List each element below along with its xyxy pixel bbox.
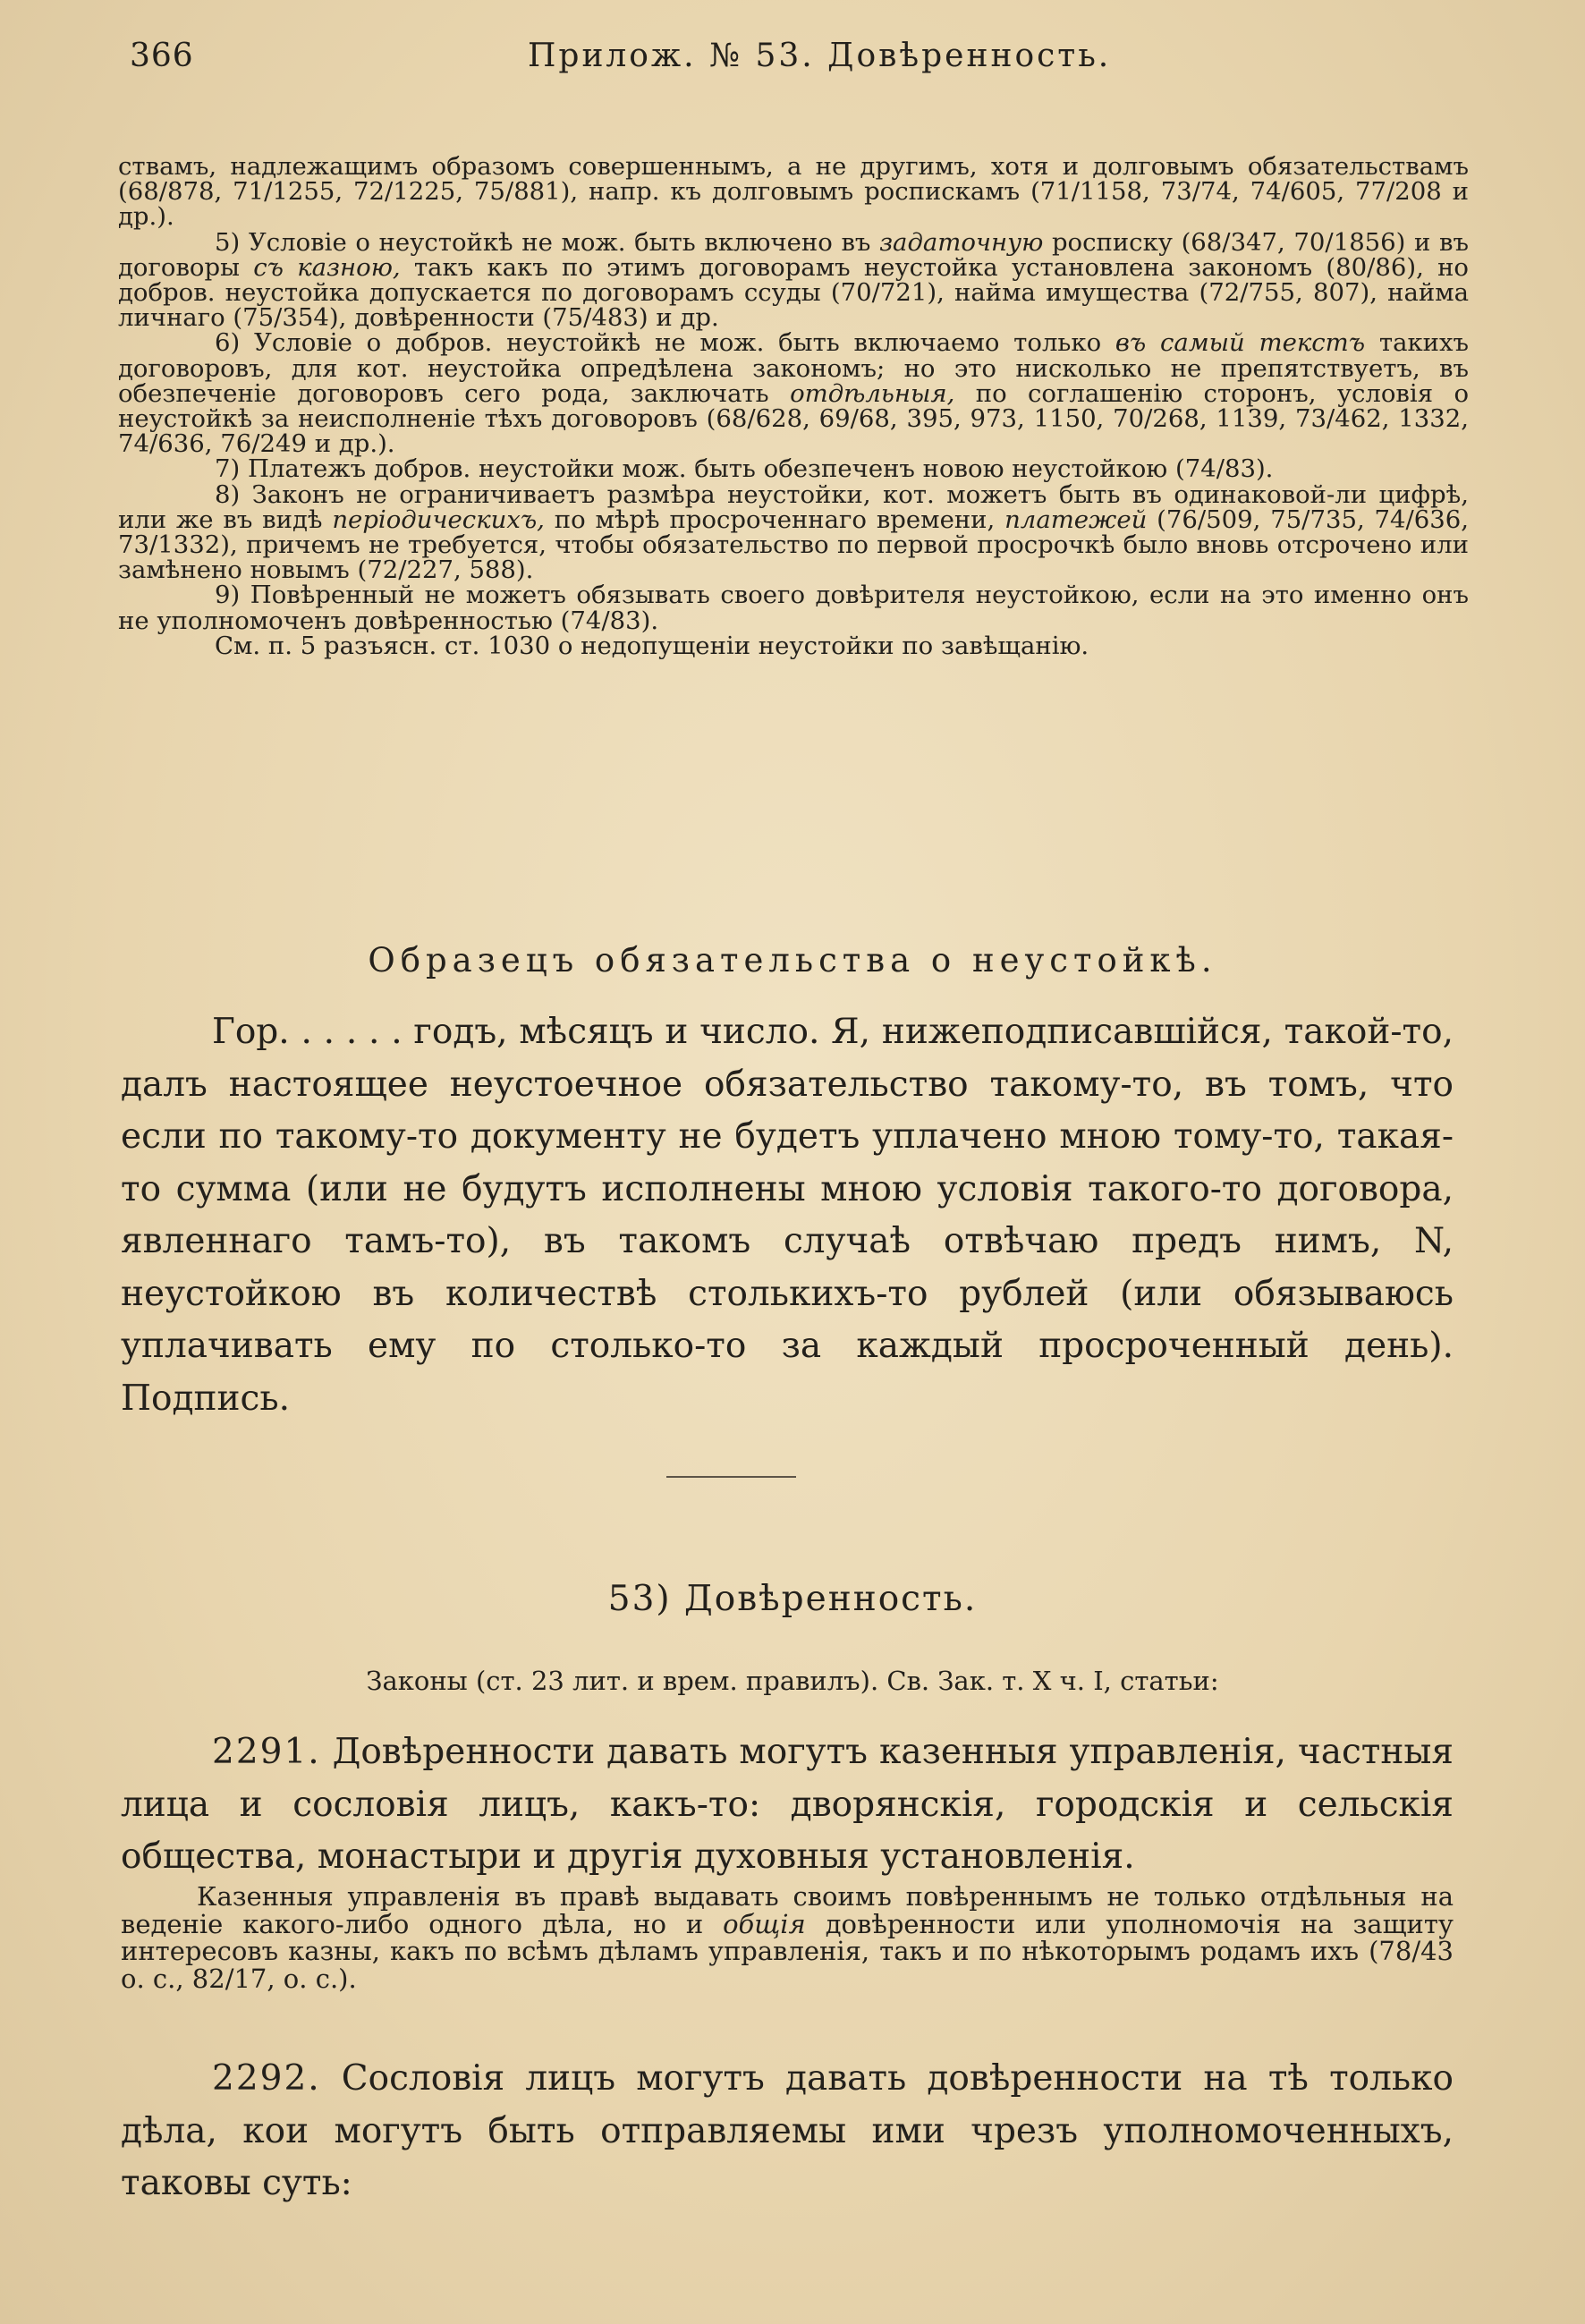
article-text: Сословія лицъ могутъ давать довѣренности на тѣ только дѣла, кои могутъ быть отправляемы ими чрезъ уполномоченныхъ, таковы суть: — [121, 2058, 1454, 2203]
page-header — [130, 38, 1471, 91]
note-2291: Казенныя управленія въ правѣ выдавать своимъ повѣреннымъ не только отдѣльныя на веденіе какого-либо одного дѣла, но и общія довѣренности или уполномочія на защиту интересовъ казны, какъ по всѣмъ дѣламъ управленія, такъ и по нѣкоторымъ родамъ ихъ (78/43 о. с., 82/17, о. с.). — [121, 1881, 1454, 1994]
article-2292 — [121, 2053, 1454, 2210]
page-number: 366 — [130, 38, 194, 74]
note-paragraph-5: 5) Условіе о неустойкѣ не мож. быть включено въ задаточную росписку (68/347, 70/1856) и въ договоры съ казною, такъ какъ по этимъ договорамъ неустойка установлена закономъ (80/86), но добров. неустойка допускается по договорамъ ссуды (70/721), найма имущества (72/755, 807), найма личнаго (75/354), довѣренности (75/483) и др. — [118, 227, 1469, 333]
form-title: Образецъ обязательства о неустойкѣ. — [368, 941, 1217, 980]
form-body-block — [121, 1006, 1454, 1425]
article-number: 2292. — [212, 2058, 321, 2099]
running-title: Прилож. № 53. Довѣренность. — [528, 38, 1112, 74]
note-paragraph-6: 6) Условіе о добров. неустойкѣ не мож. быть включаемо только въ самый текстъ такихъ договоровъ, для кот. неустойка опредѣлена закономъ; но это нисколько не препятствуетъ, въ обезпеченіе договоровъ сего рода, заключать отдѣльныя, по соглашенію сторонъ, условія о неустойкѣ за неисполненіе тѣхъ договоровъ (68/628, 69/68, 395, 973, 1150, 70/268, 1139, 73/462, 1332, 74/636, 76/249 и др.). — [118, 328, 1470, 459]
section-divider — [666, 1476, 796, 1478]
note-see-also: См. п. 5 разъясн. ст. 1030 о недопущеніи неустойки по завѣщанію. — [215, 631, 1089, 660]
form-body: Гор. . . . . . годъ, мѣсяцъ и число. Я, нижеподписавшійся, такой-то, далъ настоящее неустоечное обязательство такому-то, въ томъ, что если по такому-то документу не будетъ уплачено мною тому-то, такая-то сумма (или не будутъ исполнены мною условія такого-то договора, явленнаго тамъ-то), въ такомъ случаѣ отвѣчаю предъ нимъ, N, неустойкою въ количествѣ столькихъ-то рублей (или обязываюсь уплачивать ему по столько-то за каждый просроченный день). Подпись. — [121, 1012, 1454, 1419]
article-2291 — [121, 1726, 1454, 1884]
article-text: Довѣренности давать могутъ казенныя управленія, частныя лица и сословія лицъ, какъ-то: дворянскія, городскія и сельскія общества, монастыри и другія духовныя установленія. — [121, 1732, 1454, 1877]
notes-block — [118, 154, 1469, 658]
note-paragraph-9: 9) Повѣренный не можетъ обязывать своего довѣрителя неустойкою, если на это именно онъ не уполномоченъ довѣренностью (74/83). — [118, 581, 1469, 635]
note-paragraph-8: 8) Законъ не ограничиваетъ размѣра неустойки, кот. можетъ быть въ одинаковой-ли цифрѣ, или же въ видѣ періодическихъ, по мѣрѣ просроченнаго времени, платежей (76/509, 75/735, 74/636, 73/1332), причемъ не требуется, чтобы обязательство по первой просрочкѣ было вновь отсрочено или замѣнено новымъ (72/227, 588). — [118, 479, 1470, 585]
laws-reference: Законы (ст. 23 лит. и врем. правилъ). Св. Зак. т. X ч. I, статьи: — [366, 1666, 1219, 1696]
note-paragraph-7: 7) Платежъ добров. неустойки мож. быть обезпеченъ новою неустойкою (74/83). — [215, 454, 1274, 484]
note-paragraph-continued: ствамъ, надлежащимъ образомъ совершеннымъ, а не другимъ, хотя и долговымъ обязательствамъ (68/878, 71/1255, 72/1225, 75/881), напр. къ долговымъ роспискамъ (71/1158, 73/74, 74/605, 77/208 и др.). — [118, 152, 1469, 232]
article-number: 2291. — [212, 1732, 321, 1772]
section-title: 53) Довѣренность. — [607, 1579, 978, 1619]
